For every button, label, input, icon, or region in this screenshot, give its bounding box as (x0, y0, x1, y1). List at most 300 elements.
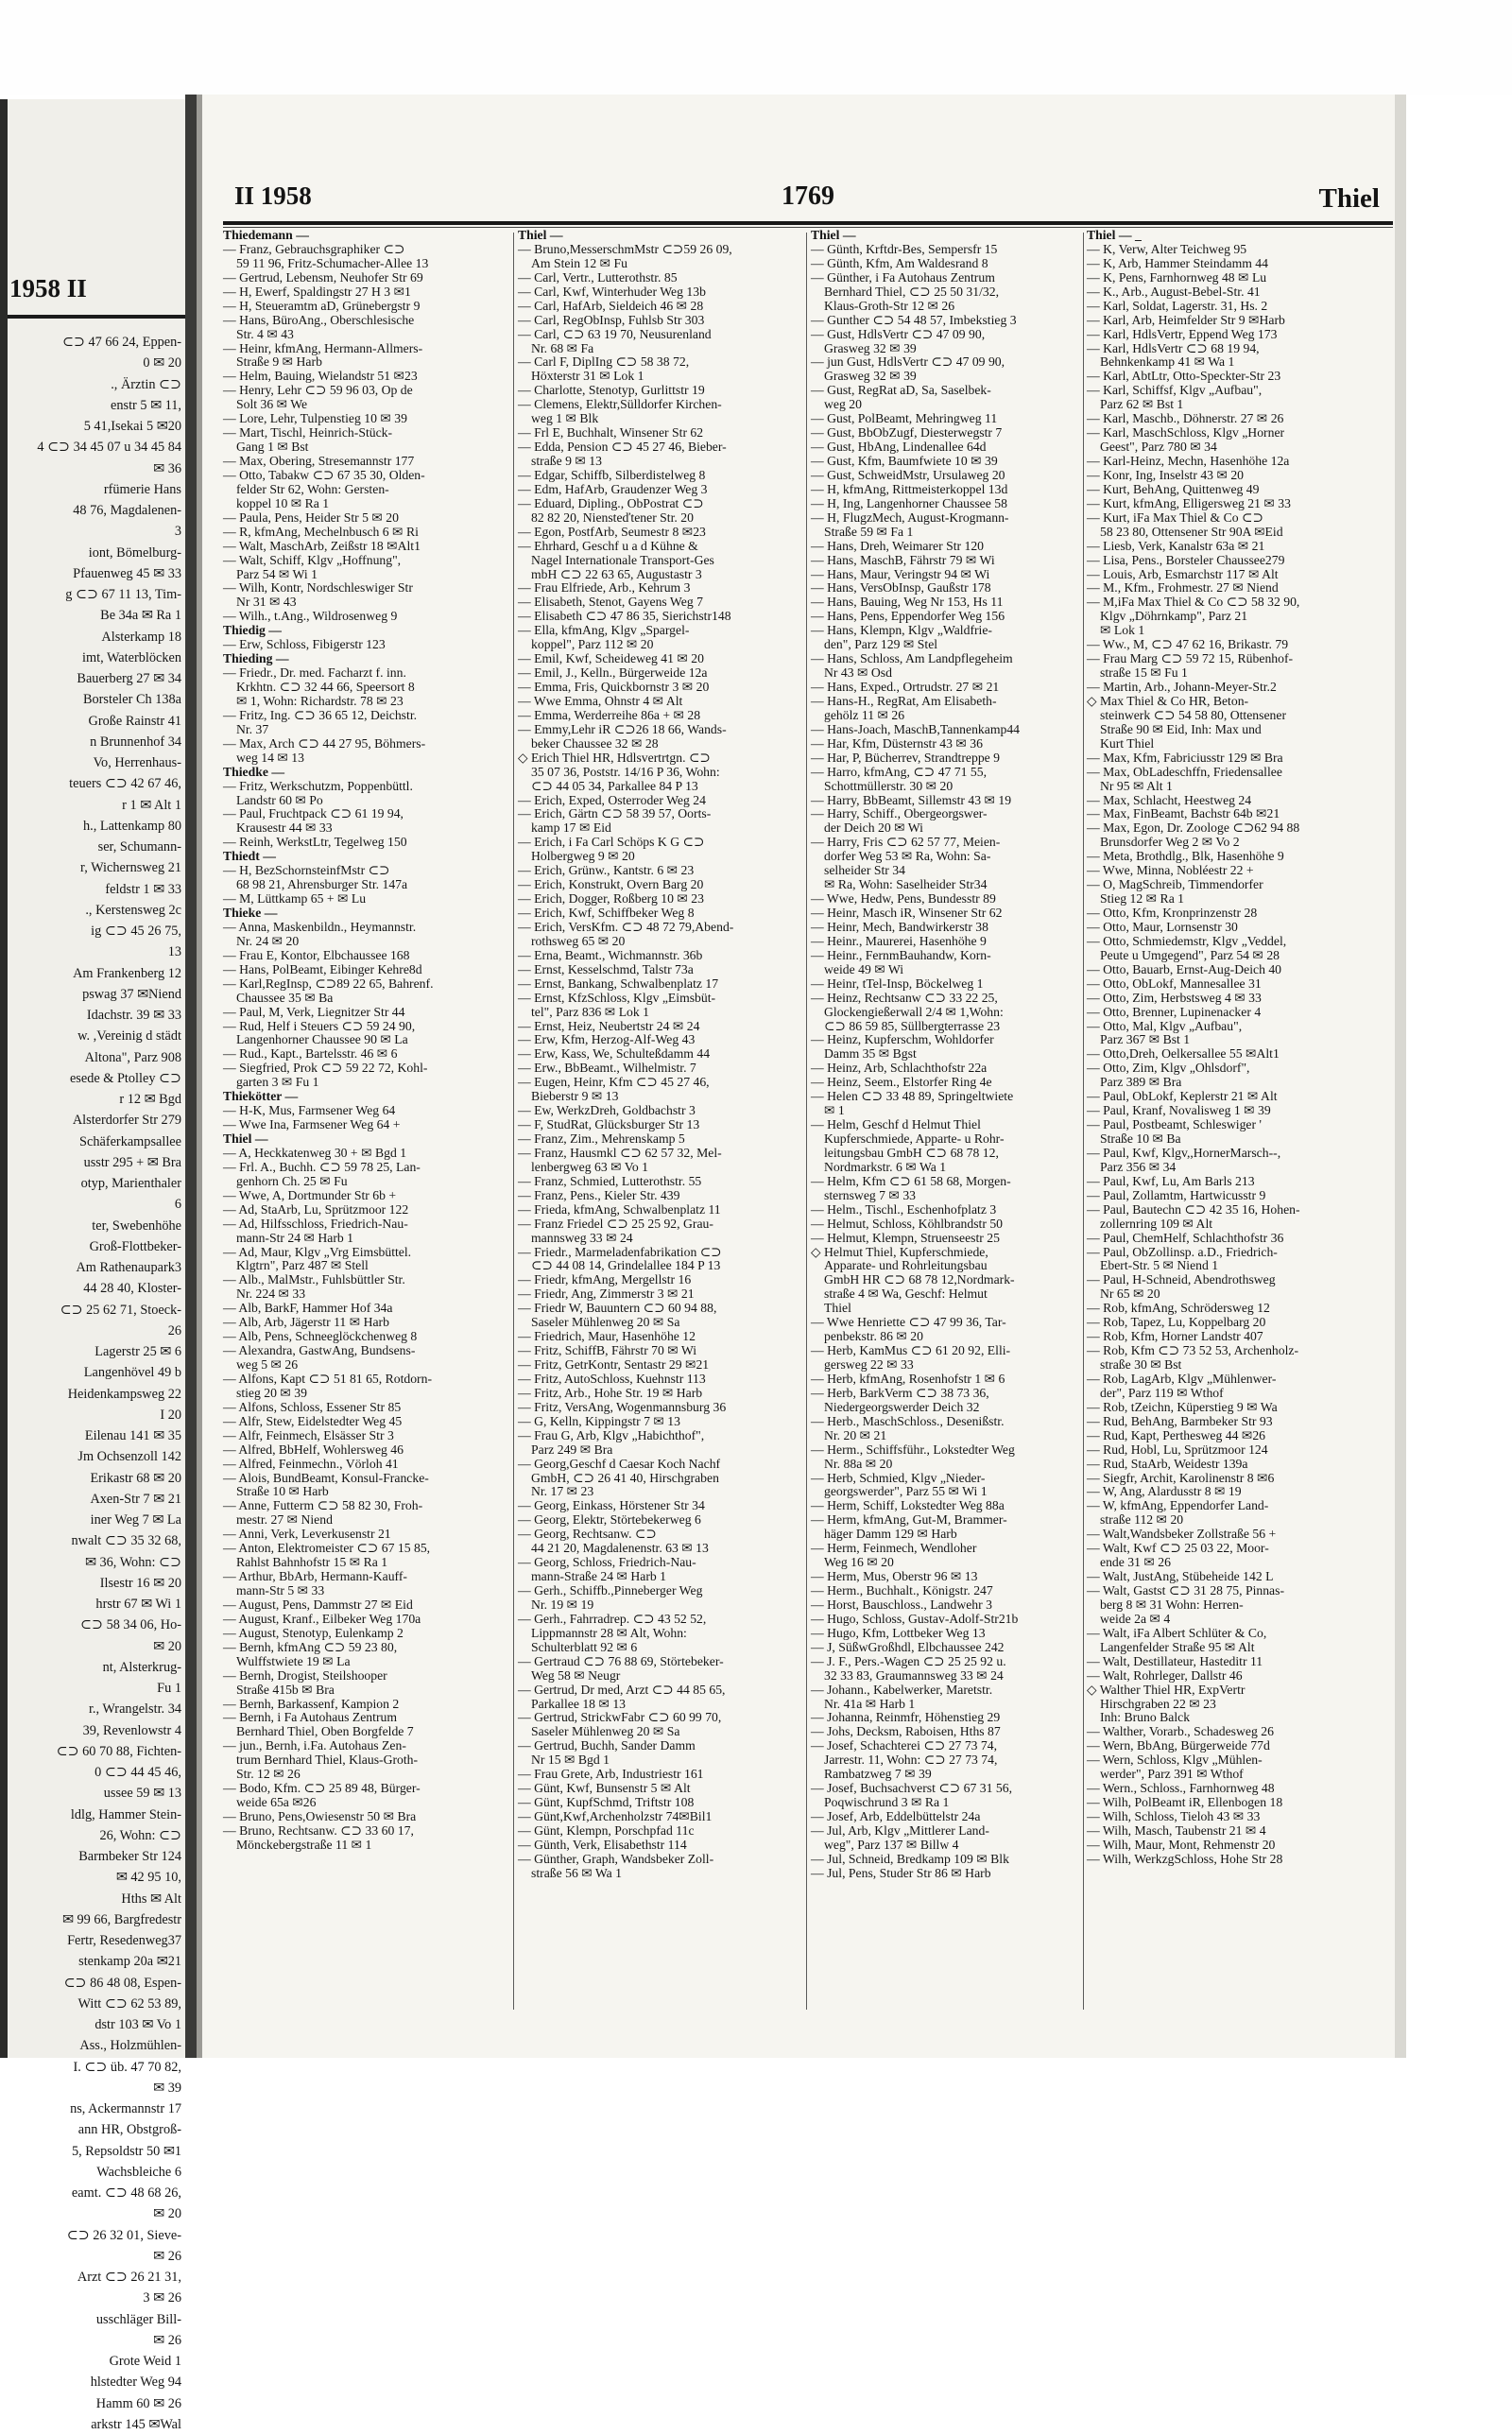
directory-entry-line: — Har, P, Bücherrev, Strandtreppe 9 (811, 750, 1001, 765)
left-page-line: 26 (167, 1322, 181, 1338)
directory-entry-line: — Franz, Hausmkl ⊂⊃ 62 57 32, Mel- (518, 1145, 722, 1160)
directory-entry-line: — Otto, Schmiedemstr, Klgv „Veddel, (1087, 933, 1287, 948)
directory-entry-line: — Wilh, Maur, Mont, Rehmenstr 20 (1087, 1837, 1276, 1852)
directory-entry-line: — Josef, Schachterei ⊂⊃ 27 73 74, (811, 1738, 998, 1753)
directory-entry-line: — Karl, MaschSchloss, Klgv „Horner (1087, 425, 1285, 440)
directory-entry-line: Poqwischrund 3 ✉ Ra 1 (824, 1795, 950, 1810)
directory-entry-line: — Lore, Lehr, Tulpenstieg 10 ✉ 39 (223, 411, 407, 426)
directory-entry-line: — Kurt, BehAng, Quittenweg 49 (1087, 481, 1260, 496)
directory-entry-line: weg 5 ✉ 26 (236, 1357, 299, 1372)
left-page-line: ., Ärztin ⊂⊃ (111, 376, 181, 392)
directory-entry-line: Parkallee 18 ✉ 13 (531, 1696, 627, 1711)
directory-entry-line: — Harro, kfmAng, ⊂⊃ 47 71 55, (811, 764, 988, 779)
directory-entry-line: — Heinz, Kupferschm, Wohldorfer (811, 1032, 994, 1047)
directory-entry-line: ✉ Ra, Wohn: Saselheider Str34 (824, 877, 988, 892)
directory-entry-line: — H, Steueramtm aD, Grünebergstr 9 (223, 298, 421, 313)
directory-entry-line: — Herm., Schiffsführ., Lokstedter Weg (811, 1442, 1015, 1457)
directory-entry-line: — Rud, Kapt, Perthesweg 44 ✉26 (1087, 1427, 1266, 1442)
directory-entry-line: — Carl, Vertr., Lutterothstr. 85 (518, 269, 678, 285)
directory-entry-line: — Clemens, Elektr,Sülldorfer Kirchen- (518, 397, 722, 412)
header-rule (223, 221, 1393, 225)
directory-entry-line: — Ernst, Kesselschmd, Talstr 73a (518, 961, 694, 976)
directory-entry-line: Nagel Internationale Transport-Ges (531, 552, 714, 567)
directory-entry-line: — Max, Arch ⊂⊃ 44 27 95, Böhmers- (223, 735, 426, 751)
directory-entry-line: — Martin, Arb., Johann-Meyer-Str.2 (1087, 680, 1277, 694)
directory-entry-line: mbH ⊂⊃ 22 63 65, Augustastr 3 (531, 566, 702, 581)
directory-entry-line: gehölz 11 ✉ 26 (824, 707, 905, 722)
directory-entry-line: — Ehrhard, Geschf u a d Kühne & (518, 538, 698, 553)
directory-entry-line: straße 56 ✉ Wa 1 (531, 1865, 623, 1880)
directory-entry-line: — Walt, Rohrleger, Dallstr 46 (1087, 1667, 1243, 1683)
left-page-line: ⊂⊃ 86 48 08, Espen- (63, 1975, 181, 1991)
left-page-line: Bauerberg 27 ✉ 34 (77, 671, 181, 686)
directory-entry-line: — Paul, Kwf, Klgv,,HornerMarsch--, (1087, 1145, 1281, 1160)
directory-entry-line: — Walt, JustAng, Stübeheide 142 L (1087, 1569, 1274, 1584)
directory-entry-line: der", Parz 119 ✉ Wthof (1100, 1385, 1224, 1400)
directory-entry-line: — Frau Grete, Arb, Industriestr 161 (518, 1767, 704, 1782)
left-page-line: enstr 5 ✉ 11, (111, 397, 181, 413)
directory-entry-line: — Wilh, WerkzgSchloss, Hohe Str 28 (1087, 1851, 1283, 1866)
directory-entry-line: weg 14 ✉ 13 (236, 750, 304, 765)
directory-entry-line: — Wern, Schloss, Klgv „Mühlen- (1087, 1753, 1263, 1768)
directory-entry-line: ◇ Helmut Thiel, Kupferschmiede, (811, 1244, 988, 1259)
directory-entry-line: — Eugen, Heinr, Kfm ⊂⊃ 45 27 46, (518, 1075, 710, 1090)
directory-entry-line: — Hugo, Kfm, Lottbeker Weg 13 (811, 1625, 986, 1640)
directory-entry-line: — Ew, WerkzDreh, Goldbachstr 3 (518, 1103, 696, 1118)
directory-entry-line: — Karl, HdlsVertr ⊂⊃ 68 19 94, (1087, 340, 1260, 355)
directory-entry-line: tel", Parz 836 ✉ Lok 1 (531, 1004, 650, 1019)
header-rule-thin (223, 227, 1393, 228)
directory-entry-line: — Max, Kfm, Fabriciusstr 129 ✉ Bra (1087, 750, 1283, 765)
directory-entry-line: — K, Pens, Farnhornweg 48 ✉ Lu (1087, 269, 1267, 285)
directory-entry-line: — Max, Schlacht, Heestweg 24 (1087, 792, 1252, 807)
directory-entry-line: — Karl, AbtLtr, Otto-Speckter-Str 23 (1087, 369, 1281, 384)
left-page-line: Hamm 60 ✉ 26 (95, 2395, 181, 2411)
directory-entry-line: Peute u Umgegend", Parz 54 ✉ 28 (1100, 947, 1280, 962)
directory-entry-line: Schottmüllerstr. 30 ✉ 20 (824, 778, 954, 793)
left-page-line: ⊂⊃ 47 66 24, Eppen- (61, 335, 181, 350)
directory-entry-line: weg", Parz 137 ✉ Billw 4 (824, 1837, 959, 1852)
left-page-line: Wachsbleiche 6 (96, 2164, 181, 2180)
directory-entry-line: — Hans, Bauing, Weg Nr 153, Hs 11 (811, 595, 1004, 610)
directory-entry-line: — Wilh., t.Ang., Wildrosenweg 9 (223, 609, 398, 624)
directory-entry-line: — Gust, HdlsVertr ⊂⊃ 47 09 90, (811, 326, 986, 341)
directory-entry-line: — Franz, Schmied, Lutterothstr. 55 (518, 1173, 702, 1188)
directory-entry-line: trum Bernhard Thiel, Klaus-Groth- (236, 1753, 419, 1768)
directory-entry-line: — Hans, PolBeamt, Eibinger Kehre8d (223, 961, 422, 976)
directory-entry-line: — K., Arb., August-Bebel-Str. 41 (1087, 284, 1261, 299)
left-page-line: 6 (174, 1197, 181, 1213)
directory-entry-line: Ebert-Str. 5 ✉ Niend 1 (1100, 1258, 1219, 1273)
directory-entry-line: Gang 1 ✉ Bst (236, 440, 309, 455)
directory-entry-line: Landstr 60 ✉ Po (236, 792, 323, 807)
directory-entry-line: — Paul, Kranf, Novalisweg 1 ✉ 39 (1087, 1103, 1271, 1118)
directory-entry-line: — Alfr, Stew, Eidelstedter Weg 45 (223, 1413, 403, 1428)
left-page-line: imt, Waterblöcken (82, 649, 181, 665)
directory-entry-line: — Paul, Fruchtpack ⊂⊃ 61 19 94, (223, 806, 404, 821)
directory-entry-line: Klaus-Groth-Str 12 ✉ 26 (824, 298, 955, 313)
book-spine (185, 95, 197, 2058)
directory-entry-line: GmbH, ⊂⊃ 26 41 40, Hirschgraben (531, 1470, 719, 1485)
directory-entry-line: — Louis, Arb, Esmarchstr 117 ✉ Alt (1087, 566, 1279, 581)
left-page-line: 3 (174, 524, 181, 540)
left-page-line: Idachstr. 39 ✉ 33 (86, 1008, 181, 1023)
directory-entry-line: mann-Str 24 ✉ Harb 1 (236, 1230, 353, 1245)
directory-entry-line: — Kurt, kfmAng, Elligersweg 21 ✉ 33 (1087, 495, 1291, 510)
directory-entry-line: — Rob, Tapez, Lu, Koppelbarg 20 (1087, 1315, 1266, 1330)
directory-entry-line: — Johann., Kabelwerker, Maretstr. (811, 1682, 993, 1697)
directory-entry-line: — Ernst, Bankang, Schwalbenplatz 17 (518, 976, 719, 991)
surname-heading: Thiel — (811, 228, 856, 242)
directory-entry-line: — Emil, Kwf, Scheideweg 41 ✉ 20 (518, 651, 704, 666)
directory-entry-line: Bieberstr 9 ✉ 13 (531, 1089, 619, 1104)
directory-entry-line: Str. 4 ✉ 43 (236, 326, 294, 341)
directory-entry-line: Klgtrn", Parz 487 ✉ Stell (236, 1258, 369, 1273)
directory-entry-line: — Max, FinBeamt, Bachstr 64b ✉21 (1087, 806, 1280, 821)
directory-entry-line: — Kurt, iFa Max Thiel & Co ⊂⊃ (1087, 509, 1263, 525)
directory-entry-line: — Fritz, VersAng, Wogenmannsburg 36 (518, 1399, 727, 1414)
directory-entry-line: — Gust, Kfm, Baumfwiete 10 ✉ 39 (811, 454, 998, 468)
directory-entry-line: gersweg 22 ✉ 33 (824, 1357, 914, 1372)
directory-entry-line: — Carl, HafArb, Sieldeich 46 ✉ 28 (518, 298, 704, 313)
directory-entry-line: Straße 59 ✉ Fa 1 (824, 524, 914, 539)
directory-entry-line: — Günt, Kwf, Bunsenstr 5 ✉ Alt (518, 1781, 691, 1796)
directory-entry-line: straße 15 ✉ Fu 1 (1100, 665, 1188, 681)
directory-entry-line: — Anton, Elektromeister ⊂⊃ 67 15 85, (223, 1541, 431, 1556)
directory-entry-line: — Hans, Klempn, Klgv „Waldfrie- (811, 623, 992, 638)
directory-entry-line: Straße 415b ✉ Bra (236, 1682, 335, 1697)
directory-entry-line: Holbergweg 9 ✉ 20 (531, 849, 635, 864)
directory-entry-line: Wulffstwiete 19 ✉ La (236, 1653, 351, 1668)
left-page-line: r, Wichernsweg 21 (80, 860, 181, 876)
directory-entry-line: GmbH HR ⊂⊃ 68 78 12,Nordmark- (824, 1272, 1015, 1287)
directory-entry-line: — R, kfmAng, Mechelnbusch 6 ✉ Ri (223, 524, 419, 539)
directory-entry-line: — Gust, HbAng, Lindenallee 64d (811, 440, 987, 455)
directory-entry-line: — Siegfried, Prok ⊂⊃ 59 22 72, Kohl- (223, 1061, 428, 1076)
directory-entry-line: — Wilh, PolBeamt iR, Ellenbogen 18 (1087, 1795, 1283, 1810)
left-page-line: Erikastr 68 ✉ 20 (90, 1470, 181, 1486)
left-page-line: ldlg, Hammer Stein- (70, 1806, 181, 1822)
directory-entry-line: — Karl, Soldat, Lagerstr. 31, Hs. 2 (1087, 298, 1268, 313)
directory-entry-line: — Erich, Konstrukt, Overn Barg 20 (518, 877, 704, 892)
directory-entry-line: — Johanna, Reinmfr, Höhenstieg 29 (811, 1710, 1001, 1725)
directory-entry-line: — Harry, Schiff., Obergeorgswer- (811, 806, 988, 821)
directory-entry-line: — August, Kranf., Eilbeker Weg 170a (223, 1611, 421, 1626)
left-page-line: 0 ⊂⊃ 44 45 46, (94, 1765, 181, 1780)
directory-entry-line: Nr. 224 ✉ 33 (236, 1287, 306, 1302)
directory-entry-line: — A, Heckkatenweg 30 + ✉ Bgd 1 (223, 1145, 407, 1160)
directory-entry-line: — Rob, Kfm ⊂⊃ 73 52 53, Archenholz- (1087, 1343, 1299, 1358)
directory-entry-line: — Helen ⊂⊃ 33 48 89, Springeltwiete (811, 1089, 1014, 1104)
left-page-line: ig ⊂⊃ 45 26 75, (91, 924, 181, 939)
directory-entry-line: — Otto, Zim, Herbstsweg 4 ✉ 33 (1087, 990, 1262, 1005)
left-page-line: Alsterkamp 18 (101, 629, 181, 645)
directory-entry-line: — Rob, tZeichn, Küperstieg 9 ✉ Wa (1087, 1399, 1278, 1414)
directory-entry-line: Nr. 17 ✉ 23 (531, 1484, 594, 1499)
directory-entry-line: garten 3 ✉ Fu 1 (236, 1075, 319, 1090)
directory-entry-line: — Herm, Mus, Oberstr 96 ✉ 13 (811, 1569, 978, 1584)
directory-entry-line: Nr. 19 ✉ 19 (531, 1597, 594, 1612)
directory-entry-line: Inh: Bruno Balck (1100, 1710, 1191, 1725)
directory-entry-line: Parz 389 ✉ Bra (1100, 1075, 1182, 1090)
directory-entry-line: — Gertrud, Dr med, Arzt ⊂⊃ 44 85 65, (518, 1682, 726, 1697)
left-page-line: eamt. ⊂⊃ 48 68 26, (71, 2185, 181, 2201)
directory-entry-line: — Walt, Schiff, Klgv „Hoffnung", (223, 552, 402, 567)
directory-entry-line: — Paul, ObZollinsp. a.D., Friedrich- (1087, 1244, 1278, 1259)
directory-entry-line: — M., Kfm., Frohmestr. 27 ✉ Niend (1087, 580, 1279, 596)
directory-entry-line: — Alfred, Feinmechn., Vörloh 41 (223, 1456, 399, 1471)
directory-entry-line: — Friedr., Dr. med. Facharzt f. inn. (223, 665, 406, 681)
directory-entry-line: stieg 20 ✉ 39 (236, 1385, 307, 1400)
directory-entry-line: — Herb, kfmAng, Rosenhofstr 1 ✉ 6 (811, 1371, 1005, 1386)
directory-entry-line: — Walt, Destillateur, Hasteditr 11 (1087, 1653, 1263, 1668)
directory-entry-line: — Anne, Futterm ⊂⊃ 58 82 30, Froh- (223, 1498, 423, 1513)
directory-entry-line: Hirschgraben 22 ✉ 23 (1100, 1696, 1216, 1711)
directory-entry-line: — Georg, Elektr, Störtebekerweg 6 (518, 1512, 701, 1528)
directory-entry-line: — Walt, iFa Albert Schlüter & Co, (1087, 1625, 1267, 1640)
left-page-line: 5, Repsoldstr 50 ✉1 (71, 2143, 181, 2159)
directory-entry-line: — Wern, BbAng, Bürgerweide 77d (1087, 1738, 1270, 1753)
directory-entry-line: ◇ Walther Thiel HR, ExpVertr (1087, 1682, 1246, 1697)
directory-entry-line: — Bernh, Drogist, Steilshooper (223, 1667, 387, 1683)
surname-heading: Thiedemann — (223, 228, 309, 242)
directory-entry-line: — Bodo, Kfm. ⊂⊃ 25 89 48, Bürger- (223, 1781, 421, 1796)
directory-entry-line: — Jul, Schneid, Bredkamp 109 ✉ Blk (811, 1851, 1009, 1866)
directory-entry-line: — Rud, StaArb, Weidestr 139a (1087, 1456, 1248, 1471)
directory-entry-line: — Heinr, Mech, Bandwirkerstr 38 (811, 919, 988, 934)
left-page-line: Axen-Str 7 ✉ 21 (90, 1491, 181, 1507)
left-page-line: iner Weg 7 ✉ La (90, 1512, 181, 1528)
directory-entry-line: Krkhtn. ⊂⊃ 32 44 66, Speersort 8 (236, 680, 415, 694)
left-page-line: arkstr 145 ✉Wal (91, 2416, 181, 2432)
surname-heading: Thiedke — (223, 764, 285, 779)
directory-entry-line: — Max, Obering, Stresemannstr 177 (223, 454, 415, 468)
left-page-line: Langenhövel 49 b (83, 1365, 181, 1381)
directory-entry-line: — Wwe Ina, Farmsener Weg 64 + (223, 1117, 401, 1132)
directory-entry-line: — Herm, Feinmech, Wendloher (811, 1541, 977, 1556)
directory-entry-line: — Josef, Arb, Eddelbüttelstr 24a (811, 1809, 981, 1823)
left-page-line: pswag 37 ✉Niend (82, 986, 181, 1002)
directory-entry-line: — Helmut, Schloss, Köhlbrandstr 50 (811, 1216, 1004, 1231)
left-page-line: Ilsestr 16 ✉ 20 (99, 1575, 181, 1591)
left-page-line: h., Lattenkamp 80 (82, 818, 181, 834)
directory-entry-line: — J. F., Pers.-Wagen ⊂⊃ 25 25 92 u. (811, 1653, 1006, 1668)
left-page-line: Fu 1 (157, 1681, 181, 1696)
directory-entry-line: — Georg, Rechtsanw. ⊂⊃ (518, 1527, 657, 1542)
directory-entry-line: — Herb, BarkVerm ⊂⊃ 38 73 36, (811, 1385, 989, 1400)
left-page-line: Altona", Parz 908 (84, 1049, 181, 1065)
directory-entry-line: Krausestr 44 ✉ 33 (236, 820, 333, 836)
left-page-entries (0, 332, 185, 2435)
directory-entry-line: Straße 10 ✉ Harb (236, 1484, 329, 1499)
left-page-line: dstr 103 ✉ Vo 1 (94, 2017, 181, 2032)
directory-entry-line: — Paul, ObLokf, Keplerstr 21 ✉ Alt (1087, 1089, 1278, 1104)
directory-entry-line: 32 33 83, Graumannsweg 33 ✉ 24 (824, 1667, 1004, 1683)
directory-entry-line: — Heinr., FernmBauhandw, Korn- (811, 947, 991, 962)
directory-entry-line: — Liesb, Verk, Kanalstr 63a ✉ 21 (1087, 538, 1265, 553)
left-page-line: ⊂⊃ 25 62 71, Stoeck- (60, 1302, 181, 1318)
directory-entry-line: — Otto, Zim, Klgv „Ohlsdorf", (1087, 1061, 1250, 1076)
directory-entry-line: — Günt,Kwf,Archenholzstr 74✉Bil1 (518, 1809, 713, 1823)
directory-entry-line: Bernhard Thiel, Oben Borgfelde 7 (236, 1724, 414, 1739)
directory-entry-line: — Edm, HafArb, Graudenzer Weg 3 (518, 481, 708, 496)
directory-entry-line: — Edgar, Schiffb, Silberdistelweg 8 (518, 467, 706, 482)
left-page-line: 0 ✉ 20 (143, 355, 181, 371)
directory-entry-line: — Friedrich, Maur, Hasenhöhe 12 (518, 1329, 696, 1344)
directory-entry-line: — Alfons, Kapt ⊂⊃ 51 81 65, Rotdorn- (223, 1371, 433, 1386)
directory-entry-line: Nordmarkstr. 6 ✉ Wa 1 (824, 1159, 947, 1174)
directory-entry-line: — Erich, Exped, Osterroder Weg 24 (518, 792, 706, 807)
directory-entry-line: Kurt Thiel (1100, 735, 1155, 751)
left-page-line: Grote Weid 1 (109, 2354, 181, 2369)
directory-entry-line: Geest", Parz 780 ✉ 34 (1100, 440, 1217, 455)
left-page-line: iont, Bömelburg- (88, 544, 181, 561)
directory-entry-line: — Emma, Werderreihe 86a + ✉ 28 (518, 707, 701, 722)
directory-entry-line: — Karl, Arb, Heimfelder Str 9 ✉Harb (1087, 312, 1285, 327)
directory-entry-line: Langenhorner Chaussee 90 ✉ La (236, 1032, 408, 1047)
right-page-edge (1395, 95, 1406, 2058)
directory-entry-line: Chaussee 35 ✉ Ba (236, 990, 334, 1005)
directory-entry-line: — Alb, Pens, Schneeglöckchenweg 8 (223, 1329, 418, 1344)
directory-entry-line: — Bruno, Pens,Owiesenstr 50 ✉ Bra (223, 1809, 417, 1823)
directory-entry-line: Nr 15 ✉ Bgd 1 (531, 1753, 610, 1768)
directory-entry-line: — Edda, Pension ⊂⊃ 45 27 46, Bieber- (518, 440, 727, 455)
left-page-line: hlstedter Weg 94 (90, 2375, 181, 2391)
directory-entry-line: — Wwe, Minna, Nobléestr 22 + (1087, 863, 1254, 878)
directory-entry-line: — Karl,RegInsp, ⊂⊃89 22 65, Bahrenf. (223, 976, 434, 991)
left-page-line: Borsteler Ch 138a (82, 692, 181, 708)
directory-entry-line: — Hans, Pens, Eppendorfer Weg 156 (811, 609, 1005, 624)
directory-entry-line: — Bruno,MesserschmMstr ⊂⊃59 26 09, (518, 241, 732, 256)
directory-entry-line: — Walt, Gastst ⊂⊃ 31 28 75, Pinnas- (1087, 1583, 1285, 1597)
surname-heading: Thiel — (223, 1131, 268, 1146)
directory-entry-line: ⊂⊃ 44 05 34, Parkallee 84 P 13 (531, 778, 698, 793)
directory-entry-line: genhorn Ch. 25 ✉ Fu (236, 1173, 348, 1188)
directory-entry-line: — Alfr, Feinmech, Elsässer Str 3 (223, 1427, 394, 1442)
left-page-line: 3 ✉ 26 (143, 2290, 181, 2306)
directory-entry-line: — Wern., Schloss., Farnhornweg 48 (1087, 1781, 1275, 1796)
directory-entry-line: — Alois, BundBeamt, Konsul-Francke- (223, 1470, 429, 1485)
left-page-line: 5 41,Isekai 5 ✉20 (83, 419, 181, 434)
directory-entry-line: — W, kfmAng, Eppendorfer Land- (1087, 1498, 1269, 1513)
directory-entry-line: der Deich 20 ✉ Wi (824, 820, 923, 836)
directory-entry-line: leitungsbau GmbH ⊂⊃ 68 78 12, (824, 1145, 999, 1160)
left-page-line: Jm Ochsenzoll 142 (77, 1449, 181, 1465)
directory-entry-line: Saseler Mühlenweg 20 ✉ Sa (531, 1315, 680, 1330)
directory-entry-line: ✉ 1 (824, 1103, 845, 1118)
directory-entry-line: — Paul, Bautechn ⊂⊃ 42 35 16, Hohen- (1087, 1201, 1300, 1217)
directory-entry-line: Nr. 88a ✉ 20 (824, 1456, 893, 1471)
directory-entry-line: — H-K, Mus, Farmsener Weg 64 (223, 1103, 396, 1118)
directory-entry-line: — Emma, Fris, Quickbornstr 3 ✉ 20 (518, 680, 710, 694)
directory-entry-line: — Walt,Wandsbeker Zollstraße 56 + (1087, 1527, 1277, 1542)
directory-entry-line: Jarrestr. 11, Wohn: ⊂⊃ 27 73 74, (824, 1753, 998, 1768)
left-page-line: usstr 295 + ✉ Bra (83, 1154, 181, 1170)
directory-entry-line: — Paul, Postbeamt, Schleswiger ' (1087, 1117, 1262, 1132)
left-page-line: ter, Swebenhöhe (92, 1218, 181, 1234)
directory-entry-line: Parz 62 ✉ Bst 1 (1100, 397, 1184, 412)
directory-entry-line: — Bruno, Rechtsanw. ⊂⊃ 33 60 17, (223, 1822, 414, 1838)
directory-entry-line: — Gust, BbObZugf, Diesterwegstr 7 (811, 425, 1003, 440)
directory-entry-line: ✉ Lok 1 (1100, 623, 1145, 638)
directory-entry-line: sternsweg 7 ✉ 33 (824, 1187, 917, 1202)
directory-entry-line: Grasweg 32 ✉ 39 (824, 340, 917, 355)
directory-entry-line: — Reinh, WerkstLtr, Tegelweg 150 (223, 835, 407, 850)
directory-entry-line: — F, StudRat, Glücksburger Str 13 (518, 1117, 700, 1132)
directory-entry-line: — Paul, ChemHelf, Schlachthofstr 36 (1087, 1230, 1284, 1245)
directory-entry-line: straße 30 ✉ Bst (1100, 1357, 1182, 1372)
directory-entry-line: — Hans, Dreh, Weimarer Str 120 (811, 538, 985, 553)
directory-entry-line: — Gust, RegRat aD, Sa, Saselbek- (811, 383, 991, 398)
directory-entry-line: — Günther, i Fa Autohaus Zentrum (811, 269, 995, 285)
left-page-line: I. ⊂⊃ üb. 47 70 82, (73, 2059, 181, 2075)
directory-entry-line: — Alb, BarkF, Hammer Hof 34a (223, 1301, 393, 1316)
directory-entry-line: — Otto, ObLokf, Mannesallee 31 (1087, 976, 1262, 991)
directory-entry-line: — H, FlugzMech, August-Krogmann- (811, 509, 1009, 525)
directory-entry-line: — Günt, Klempn, Porschpfad 11c (518, 1822, 695, 1838)
left-page-line: Heidenkampsweg 22 (67, 1386, 181, 1402)
left-page-header: 1958 II (9, 274, 87, 302)
directory-entry-line: — Georg,Geschf d Caesar Koch Nachf (518, 1456, 721, 1471)
directory-entry-line: — Wilh, Masch, Taubenstr 21 ✉ 4 (1087, 1822, 1266, 1838)
directory-entry-line: — Helm, Kfm ⊂⊃ 61 58 68, Morgen- (811, 1173, 1011, 1188)
directory-entry-line: — Konr, Ing, Inselstr 43 ✉ 20 (1087, 467, 1245, 482)
directory-entry-line: — Jul, Arb, Klgv „Mittlerer Land- (811, 1822, 989, 1838)
directory-entry-line: — J, SüßwGroßhdl, Elbchaussee 242 (811, 1639, 1005, 1654)
directory-entry-line: — Friedr, Ang, Zimmerstr 3 ✉ 21 (518, 1287, 695, 1302)
directory-entry-line: mann-Str 5 ✉ 33 (236, 1583, 325, 1597)
directory-entry-line: — Heinz, Rechtsanw ⊂⊃ 33 22 25, (811, 990, 998, 1005)
directory-entry-line: Nr. 41a ✉ Harb 1 (824, 1696, 916, 1711)
directory-entry-line: — Karl-Heinz, Mechn, Hasenhöhe 12a (1087, 454, 1290, 468)
directory-entry-line: — Wwe, A, Dortmunder Str 6b + (223, 1187, 397, 1202)
directory-entry-line: — Hans, Maur, Veringstr 94 ✉ Wi (811, 566, 990, 581)
directory-entry-line: — Harry, BbBeamt, Sillemstr 43 ✉ 19 (811, 792, 1012, 807)
directory-entry-line: — jun., Bernh, i.Fa. Autohaus Zen- (223, 1738, 406, 1753)
directory-entry-line: ✉ 1, Wohn: Richardstr. 78 ✉ 23 (236, 693, 404, 708)
directory-entry-line: — Franz, Zim., Mehrenskamp 5 (518, 1131, 685, 1146)
directory-entry-line: — Gust, SchweidMstr, Ursulaweg 20 (811, 467, 1005, 482)
directory-entry-line: berg 8 ✉ 31 Wohn: Herren- (1100, 1597, 1244, 1612)
directory-entry-line: — Hans, BüroAng., Oberschlesische (223, 312, 415, 327)
directory-entry-line: — K, Arb, Hammer Steindamm 44 (1087, 255, 1268, 270)
surname-heading: Thieke — (223, 906, 278, 920)
directory-entry-line: Höxterstr 31 ✉ Lok 1 (531, 369, 644, 384)
directory-entry-line: steinwerk ⊂⊃ 54 58 80, Ottensener (1100, 707, 1287, 722)
directory-entry-line: Straße 90 ✉ Eid, Inh: Max und (1100, 721, 1262, 736)
directory-entry-line: — Georg, Einkass, Hörstener Str 34 (518, 1498, 705, 1513)
left-page-line: Witt ⊂⊃ 62 53 89, (77, 1995, 181, 2012)
left-page-line: nwalt ⊂⊃ 35 32 68, (71, 1533, 181, 1549)
left-header-rule (0, 315, 185, 319)
directory-entry-line: — Max, Egon, Dr. Zoologe ⊂⊃62 94 88 (1087, 820, 1300, 836)
running-head: Thiel (1318, 183, 1380, 214)
directory-entry-line: — Franz, Gebrauchsgraphiker ⊂⊃ (223, 241, 405, 256)
directory-entry-line: — Rud, Helf i Steuers ⊂⊃ 59 24 90, (223, 1018, 416, 1033)
directory-entry-line: — Karl, Maschb., Döhnerstr. 27 ✉ 26 (1087, 411, 1284, 426)
directory-entry-line: — Ad, Hilfsschloss, Friedrich-Nau- (223, 1216, 408, 1231)
directory-entry-line: häger Damm 129 ✉ Harb (824, 1527, 957, 1542)
directory-entry-line: — Helm, Geschf d Helmut Thiel (811, 1117, 981, 1132)
directory-entry-line: — Paula, Pens, Heider Str 5 ✉ 20 (223, 509, 399, 525)
directory-entry-line: rothsweg 65 ✉ 20 (531, 933, 626, 948)
left-page-line: 26, Wohn: ⊂⊃ (99, 1827, 181, 1843)
directory-entry-line: — Paul, H-Schneid, Abendrothsweg (1087, 1272, 1276, 1287)
directory-entry-line: — Ad, StaArb, Lu, Sprützmoor 122 (223, 1201, 409, 1217)
directory-column-2 (518, 229, 799, 1881)
directory-entry-line: — Karl, HdlsVertr, Eppend Weg 173 (1087, 326, 1278, 341)
directory-entry-line: — Jul, Pens, Studer Str 86 ✉ Harb (811, 1865, 991, 1880)
